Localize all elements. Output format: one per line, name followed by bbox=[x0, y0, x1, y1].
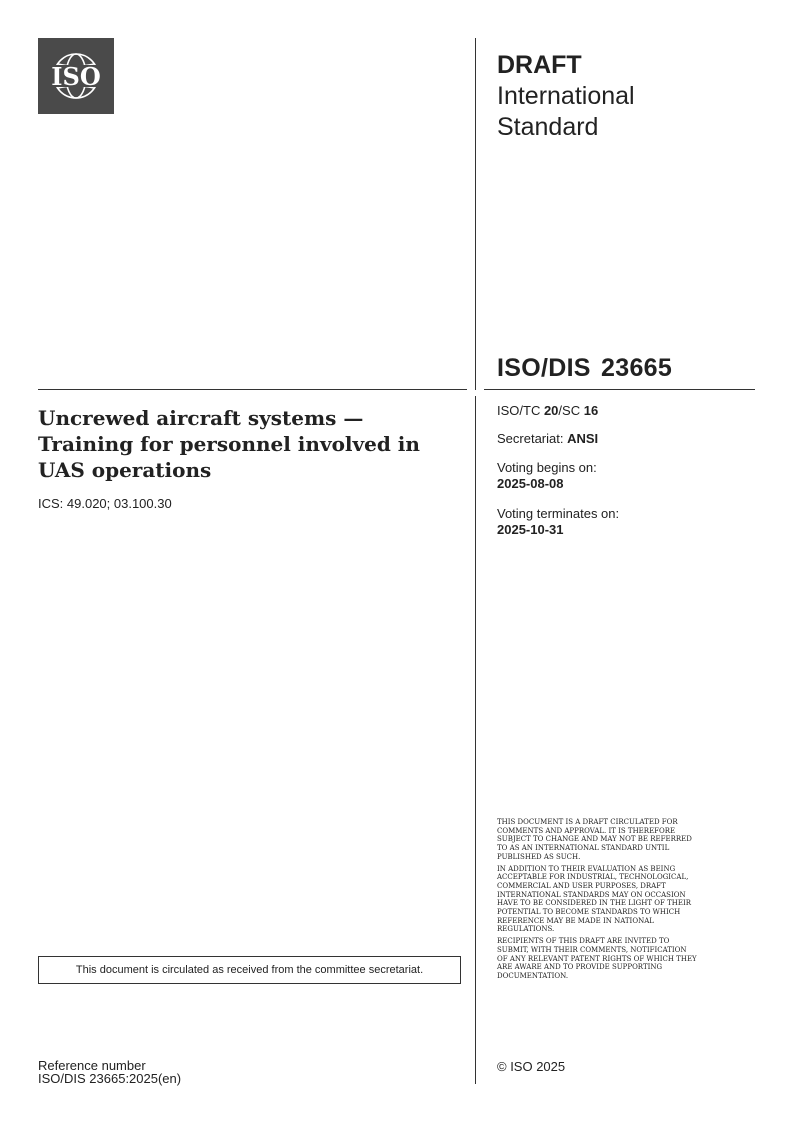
voting-terminates-date: 2025-10-31 bbox=[497, 522, 564, 537]
document-title bbox=[38, 405, 458, 483]
voting-begins-date: 2025-08-08 bbox=[497, 476, 564, 491]
reference-number bbox=[38, 1059, 181, 1085]
secretariat-value: ANSI bbox=[567, 431, 599, 446]
voting-begins bbox=[497, 460, 597, 492]
logo-text: ISO bbox=[51, 62, 101, 91]
doc-type-standard: Standard bbox=[497, 113, 599, 141]
notice-paragraph-3: RECIPIENTS OF THIS DRAFT ARE INVITED TO SUBMIT, WITH THEIR COMMENTS, NOTIFICATION OF ANY RELEVANT PATENT RIGHTS OF WHICH THEY ARE AWARE AND TO PROVIDE SUPPORTING DOCUMENTATION. bbox=[497, 937, 697, 980]
doc-type-draft: DRAFT bbox=[497, 51, 582, 79]
reference-value: ISO/DIS 23665:2025(en) bbox=[38, 1071, 182, 1086]
iso-globe-icon bbox=[38, 38, 114, 114]
circulation-note: This document is circulated as received from the committee secretariat. bbox=[38, 956, 461, 984]
notice-paragraph-2: IN ADDITION TO THEIR EVALUATION AS BEING ACCEPTABLE FOR INDUSTRIAL, TECHNOLOGICAL, COMMERCIAL AND USER PURPOSES, DRAFT INTERNATIONAL STANDARDS MAY ON OCCASION HAVE TO BE CONSIDERED IN THE LIGHT OF THEIR POTENTIAL TO BECOME STANDARDS TO WHICH REFERENCE MAY BE MADE IN NATIONAL REGULATIONS. bbox=[497, 864, 692, 934]
committee-info bbox=[497, 403, 598, 419]
divider-vertical-bottom bbox=[475, 396, 476, 1084]
secretariat-info bbox=[497, 431, 598, 447]
divider-horizontal-left bbox=[38, 389, 467, 390]
notice-paragraph-1: THIS DOCUMENT IS A DRAFT CIRCULATED FOR COMMENTS AND APPROVAL. IT IS THEREFORE SUBJECT TO CHANGE AND MAY NOT BE REFERRED TO AS AN INTERNATIONAL STANDARD UNTIL PUBLISHED AS SUCH. bbox=[497, 818, 692, 861]
divider-horizontal-right bbox=[484, 389, 755, 390]
document-type bbox=[497, 50, 635, 143]
ics-codes: ICS: 49.020; 03.100.30 bbox=[38, 496, 172, 511]
draft-notice bbox=[497, 818, 697, 984]
voting-begins-label: Voting begins on: bbox=[497, 460, 597, 475]
copyright: © ISO 2025 bbox=[497, 1059, 566, 1074]
doc-type-international: International bbox=[497, 82, 635, 110]
committee-prefix: ISO/TC bbox=[497, 403, 544, 418]
reference-label: Reference number bbox=[38, 1058, 146, 1073]
sc-prefix: /SC bbox=[558, 403, 584, 418]
title-line-2: Training for personnel involved in bbox=[38, 432, 420, 456]
divider-vertical-top bbox=[475, 38, 476, 390]
title-line-3: UAS operations bbox=[38, 458, 212, 482]
standard-number: ISO/DIS 23665 bbox=[497, 354, 673, 382]
voting-terminates-label: Voting terminates on: bbox=[497, 506, 620, 521]
iso-logo bbox=[38, 38, 114, 114]
title-line-1: Uncrewed aircraft systems — bbox=[38, 406, 364, 430]
tc-number: 20 bbox=[543, 403, 559, 418]
secretariat-label: Secretariat: bbox=[497, 431, 568, 446]
sc-number: 16 bbox=[583, 403, 599, 418]
voting-terminates bbox=[497, 506, 619, 538]
